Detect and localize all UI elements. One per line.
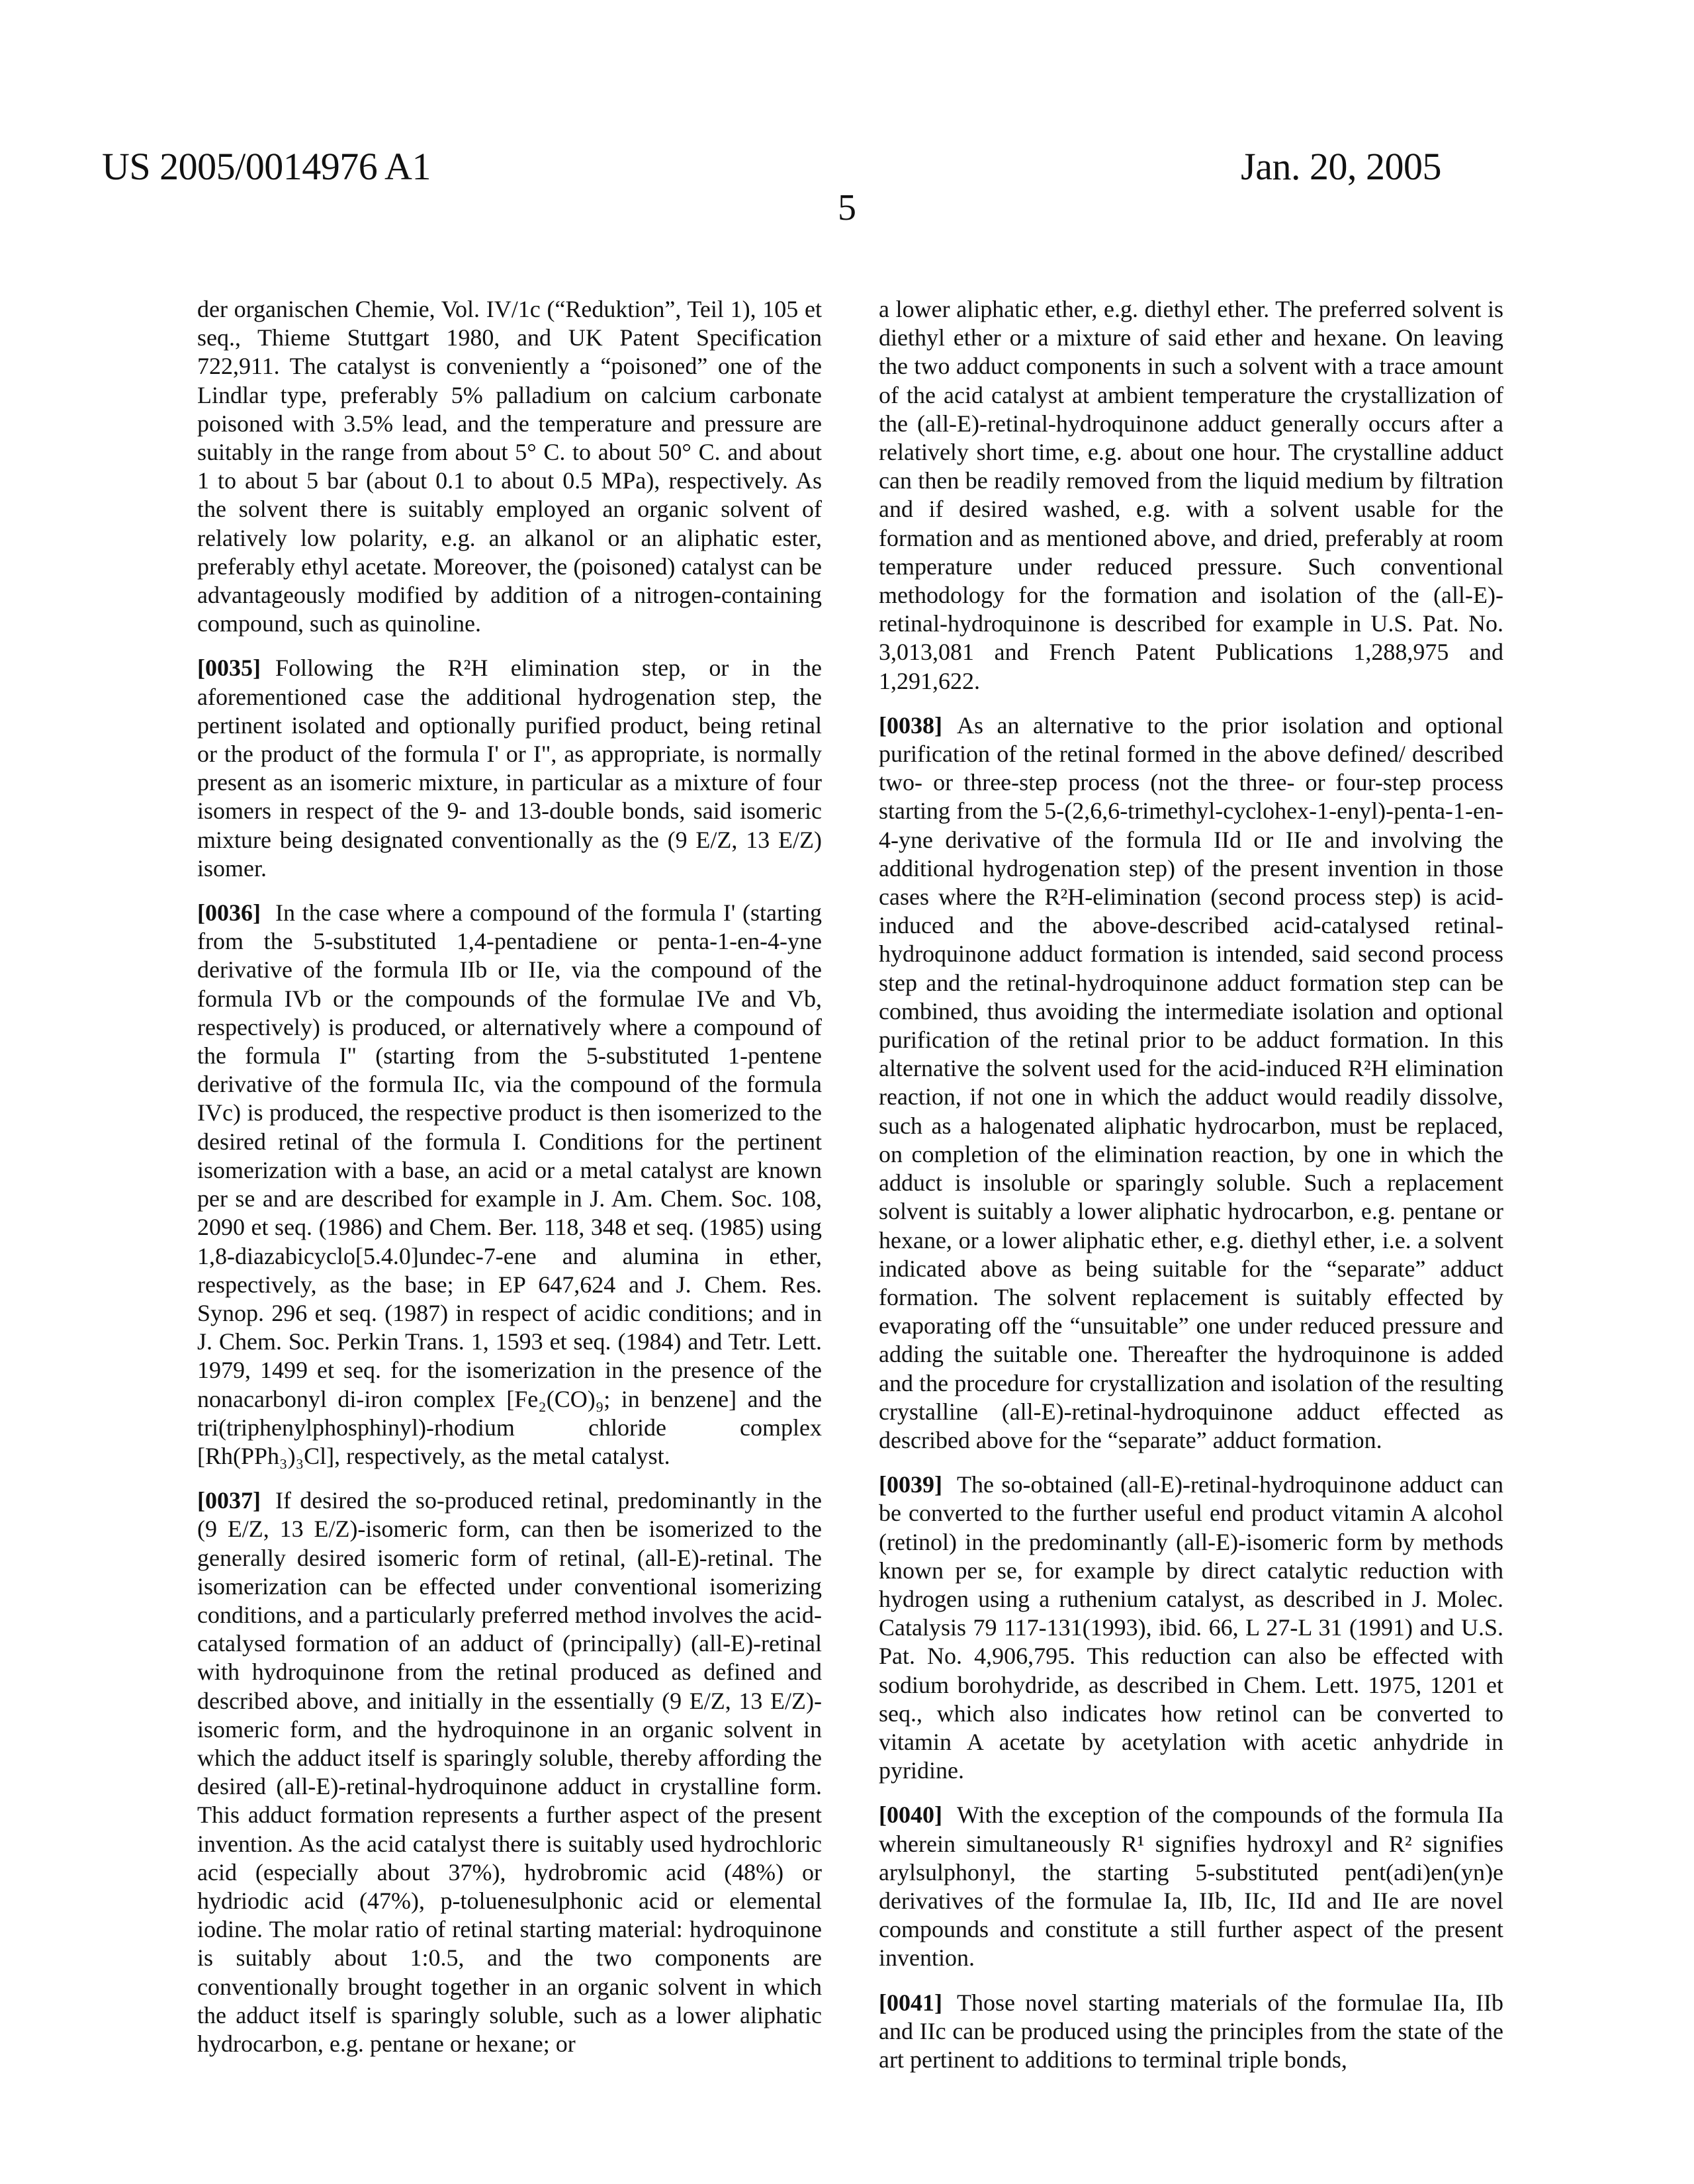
paragraph-text: The so-obtained (all-E)-retinal-hydroquinone adduct can be converted to the further useful end product vitamin A alcohol (retinol) in the predominantly (all-E)-isomeric form by methods known per se, for example by direct catalytic reduction with hydrogen using a ruthenium catalyst, as described in J. Molec. Catalysis 79 117-131(1993), ibid. 66, L 27-L 31 (1991) and U.S. Pat. No. 4,906,795. This reduction can also be effected with sodium borohydride, as described in Chem. Lett. 1975, 1201 et seq., which also indicates how retinol can be converted to vitamin A acetate by acetylation with acetic anhydride in pyridine. xyxy=(879,1471,1503,1784)
paragraph-text: Following the R²H elimination step, or in the aforementioned case the additional hydrogenation step, the pertinent isolated and optionally purified product, being retinal or the product of the formula I' or I", as appropriate, is normally present as an isomeric mixture, in particular as a mixture of four isomers in respect of the 9- and 13-double bonds, said isomeric mixture being designated convention­ally as the (9 E/Z, 13 E/Z) isomer. xyxy=(197,655,822,881)
paragraph-0041 xyxy=(879,1989,1503,2075)
paragraph-0037 xyxy=(197,1486,822,2058)
paragraph-number: [0038] xyxy=(879,712,942,739)
publication-date: Jan. 20, 2005 xyxy=(1241,144,1441,189)
paragraph-0035 xyxy=(197,654,822,883)
page-number: 5 xyxy=(0,187,1694,229)
paragraph-number: [0039] xyxy=(879,1471,942,1498)
paragraph-number: [0037] xyxy=(197,1487,261,1514)
left-column xyxy=(197,295,822,2074)
paragraph-0040 xyxy=(879,1801,1503,1972)
paragraph-number: [0035] xyxy=(197,655,261,681)
paragraph-number: [0036] xyxy=(197,899,261,926)
paragraph-continuation xyxy=(879,295,1503,696)
paragraph-text: If desired the so-produced retinal, predominantly in the (9 E/Z, 13 E/Z)-isomeric form, can then be isomerized to the generally desired isomeric form of retinal, (all-E)-retinal. The isomerization can be effected under conven­tional isomerizing conditions, and a particularly preferred method involves the acid-catalysed formation of an adduct of (principally) (all-E)-retinal with hydroquinone from the retinal produced as defined and described above, and ini­tially in the essentially (9 E/Z, 13 E/Z)-isomeric form, and the hydroquinone in an organic solvent in which the adduct itself is sparingly soluble, thereby affording the desired (all-E)-retinal-hydroquinone adduct in crystalline form. This adduct formation represents a further aspect of the present invention. As the acid catalyst there is suitably used hydro­chloric acid (especially about 37%), hydrobromic acid (48%) or hydriodic acid (47%), p-toluenesulphonic acid or elemental iodine. The molar ratio of retinal starting material: hydroquinone is suitably about 1:0.5, and the two compo­nents are conventionally brought together in an organic solvent in which the adduct itself is sparingly soluble, such as a lower aliphatic hydrocarbon, e.g. pentane or hexane; or xyxy=(197,1487,822,2057)
paragraph-0039 xyxy=(879,1471,1503,1785)
paragraph-text: As an alternative to the prior isolation and optional purification of the retinal formed in the above defined/ described two- or three-step process (not the three- or four-step process starting from the 5-(2,6,6-trimethyl-cyclo­hex-1-enyl)-penta-1-en-4-yne derivative of the formula IId or IIe and involving the additional hydrogenation step) of the present invention in those cases where the R²H-elimi­nation (second process step) is acid-induced and the above-described acid-catalysed retinal-hydroquinone adduct for­mation is intended, said second process step and the retinal-hydroquinone adduct formation step can be combined, thus avoiding the intermediate isolation and optional purification of the retinal prior to be adduct formation. In this alternative the solvent used for the acid-induced R²H elimination reaction, if not one in which the adduct would readily dissolve, such as a halogenated aliphatic hydrocarbon, must be replaced, on completion of the elimination reaction, by one in which the adduct is insoluble or sparingly soluble. Such a replacement solvent is suitably a lower aliphatic hydrocarbon, e.g. pentane or hexane, or a lower aliphatic ether, e.g. diethyl ether, i.e. a solvent indicated above as being suitable for the “separate” adduct formation. The solvent replacement is suitably effected by evaporating off the “unsuitable” one under reduced pressure and adding the suitable one. Thereafter the hydroquinone is added and the procedure for crystallization and isolation of the resulting crystalline (all-E)-retinal-hydroquinone adduct effected as described above for the “separate” adduct formation. xyxy=(879,712,1503,1453)
paragraph-text: With the exception of the compounds of the for­mula IIa wherein simultaneously R¹ signifies hydroxyl and R² signifies arylsulphonyl, the starting 5-substituted pent(a­di)en(yn)e derivatives of the formulae Ia, IIb, IIc, IId and IIe are novel compounds and constitute a still further aspect of the present invention. xyxy=(879,1801,1503,1971)
paragraph-0038 xyxy=(879,711,1503,1455)
right-column xyxy=(879,295,1503,2090)
paragraph-text: a lower aliphatic ether, e.g. diethyl ether. The preferred solvent is diethyl ether or a mixture of said ether and hexane. On leaving the two adduct components in such a solvent with a trace amount of the acid catalyst at ambient tempera­ture the crystallization of the (all-E)-retinal-hydroquinone adduct generally occurs after a relatively short time, e.g. about one hour. The crystalline adduct can then be readily removed from the liquid medium by filtration and if desired washed, e.g. with a solvent usable for the formation and as mentioned above, and dried, preferably at room temperature under reduced pressure. Such conventional methodology for the formation and isolation of the (all-E)-retinal-hydro­quinone is described for example in U.S. Pat. No. 3,013,081 and French Patent Publications 1,288,975 and 1,291,622. xyxy=(879,296,1503,694)
paragraph-text: der organischen Chemie, Vol. IV/1c (“Reduktion”, Teil 1), 105 et seq., Thieme Stuttgart 1980, and UK Patent Speci­fication 722,911. The catalyst is conveniently a “poisoned” one of the Lindlar type, preferably 5% palladium on calcium carbonate poisoned with 3.5% lead, and the temperature and pressure are suitably in the range from about 5° C. to about 50° C. and about 1 to about 5 bar (about 0.1 to about 0.5 MPa), respectively. As the solvent there is suitably employed an organic solvent of relatively low polarity, e.g. an alkanol or an aliphatic ester, preferably ethyl acetate. Moreover, the (poisoned) catalyst can be advantageously modified by addition of a nitrogen-containing compound, such as quinoline. xyxy=(197,296,822,637)
paragraph-number: [0040] xyxy=(879,1801,942,1828)
paragraph-number: [0041] xyxy=(879,1989,942,2016)
paragraph-text: Those novel starting materials of the formulae IIa, IIb and IIc can be produced using the principles from the state of the art pertinent to additions to terminal triple bonds, xyxy=(879,1989,1503,2073)
publication-number: US 2005/0014976 A1 xyxy=(102,144,431,189)
paragraph-0036 xyxy=(197,899,822,1471)
paragraph-text: In the case where a compound of the formula I' (starting from the 5-substituted 1,4-pentadiene or penta-1-en-4-yne derivative of the formula IIb or IIe, via the com­pound of the formula IVb or the compounds of the formulae IVe and Vb, respectively) is produced, or alternatively where a compound of the formula I" (starting from the 5-substi­tuted 1-pentene derivative of the formula IIc, via the com­pound of the formula IVc) is produced, the respective product is then isomerized to the desired retinal of the formula I. Conditions for the pertinent isomerization with a base, an acid or a metal catalyst are known per se and are described for example in J. Am. Chem. Soc. 108, 2090 et seq. (1986) and Chem. Ber. 118, 348 et seq. (1985) using 1,8-diazabicyclo[5.4.0]undec-7-ene and alumina in ether, respectively, as the base; in EP 647,624 and J. Chem. Res. Synop. 296 et seq. (1987) in respect of acidic conditions; and in J. Chem. Soc. Perkin Trans. 1, 1593 et seq. (1984) and Tetr. Lett. 1979, 1499 et seq. for the isomerization in the presence of the nonacarbonyl di-iron complex [Fe₂(CO)₉; in benzene] and the tri(triphenylphosphinyl)-rhodium chloride complex [Rh(PPh₃)₃Cl], respectively, as the metal catalyst. xyxy=(197,899,822,1469)
paragraph-continuation xyxy=(197,295,822,638)
